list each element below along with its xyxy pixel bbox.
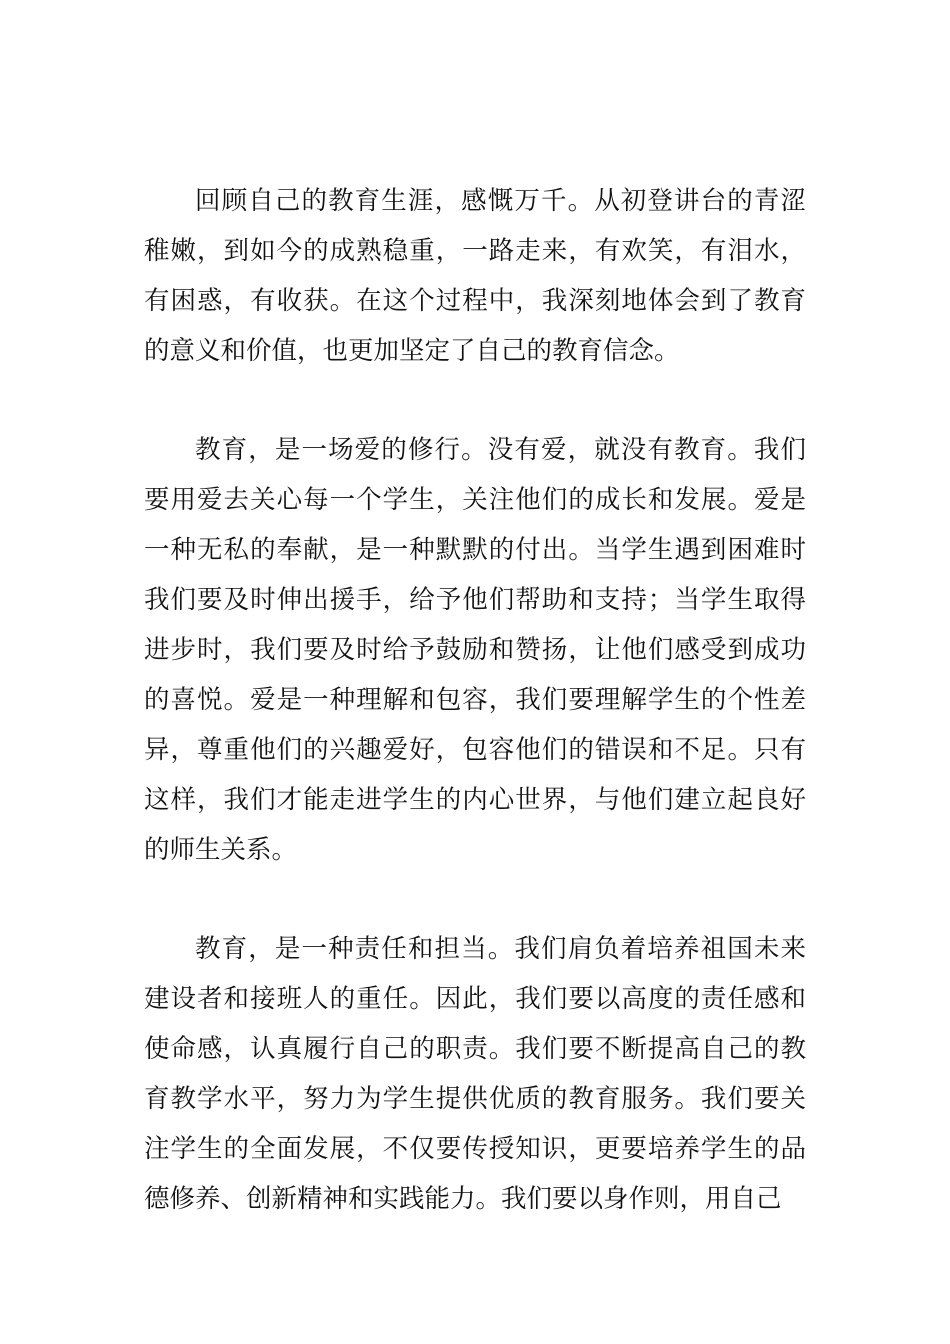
paragraph-1: 回顾自己的教育生涯，感慨万千。从初登讲台的青涩稚嫩，到如今的成熟稳重，一路走来，有欢笑，有泪水，有困惑，有收获。在这个过程中，我深刻地体会到了教育的意义和价值，也更加坚定了自己的教育信念。 bbox=[144, 186, 806, 366]
paragraph-2: 教育，是一场爱的修行。没有爱，就没有教育。我们要用爱去关心每一个学生，关注他们的成长和发展。爱是一种无私的奉献，是一种默默的付出。当学生遇到困难时我们要及时伸出援手，给予他们帮助和支持；当学生取得进步时，我们要及时给予鼓励和赞扬，让他们感受到成功的喜悦。爱是一种理解和包容，我们要理解学生的个性差异，尊重他们的兴趣爱好，包容他们的错误和不足。只有这样，我们才能走进学生的内心世界，与他们建立起良好的师生关系。 bbox=[144, 435, 806, 865]
paragraph-3: 教育，是一种责任和担当。我们肩负着培养祖国未来建设者和接班人的重任。因此，我们要以高度的责任感和使命感，认真履行自己的职责。我们要不断提高自己的教育教学水平，努力为学生提供优质的教育服务。我们要关注学生的全面发展，不仅要传授知识，更要培养学生的品德修养、创新精神和实践能力。我们要以身作则，用自己 bbox=[144, 934, 806, 1214]
document-body bbox=[144, 176, 806, 1273]
